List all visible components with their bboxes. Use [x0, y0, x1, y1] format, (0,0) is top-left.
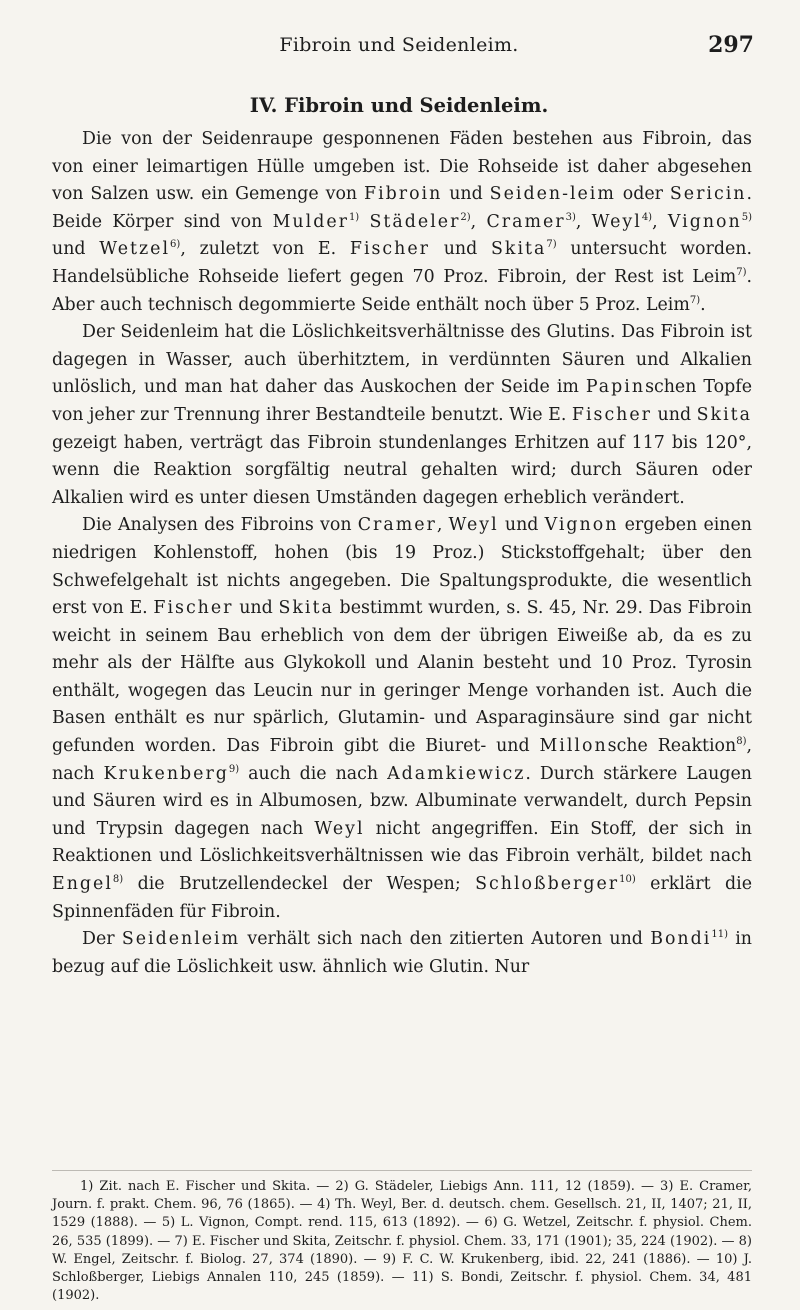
- footnote-block: 1) Zit. nach E. Fischer und Skita. — 2) G. Städeler, Liebigs Ann. 111, 12 (1859). — 3) E. Cramer, Journ. f. prakt. Chem. 96, 76 (1865). — 4) Th. Weyl, Ber. d. deutsch. chem. Gesellsch. 21, II, 1407; 21, II, 1529 (1888). — 5) L. Vignon, Compt. rend. 115, 613 (1892). — 6) G. Wetzel, Zeitschr. f. physiol. Chem. 26, 535 (1899). — 7) E. Fischer und Skita, Zeitschr. f. physiol. Chem. 33, 171 (1901); 35, 224 (1902). — 8) W. Engel, Zeitschr. f. Biolog. 27, 374 (1890). — 9) F. C. W. Krukenberg, ibid. 22, 241 (1886). — 10) J. Schloßberger, Liebigs Annalen 110, 245 (1859). — 11) S. Bondi, Zeitschr. f. physiol. Chem. 34, 481 (1902).: [52, 1179, 752, 1304]
- footnote-ref: 7): [546, 239, 557, 251]
- paragraph-4: Der Seidenleim verhält sich nach den zitierten Autoren und Bondi$^{11)}$ in bezug auf die Löslichkeit usw. ähnlich wie Glutin. Nur: [52, 929, 753, 977]
- author-name: Engel: [52, 874, 113, 895]
- author-name: Städeler: [369, 211, 461, 232]
- author-name: Krukenberg: [103, 763, 229, 784]
- paragraph-3: Die Analysen des Fibroins von Cramer, Weyl und Vignon ergeben einen niedrigen Kohlenstoff, hohen (bis 19 Proz.) Stickstoffgehalt; über den Schwefelgehalt ist nichts angegeben. Die Spaltungsprodukte, die wesentlich erst von E. Fischer und Skita bestimmt wurden, s. S. 45, Nr. 29. Das Fibroin weicht in seinem Bau erheblich von dem der übrigen Eiweiße ab, da es zu mehr als der Hälfte aus Glykokoll und Alanin besteht und 10 Proz. Tyrosin enthält, wogegen das Leucin nur in geringer Menge vorhanden ist. Auch die Basen enthält es nur spärlich, Glutamin- und Asparaginsäure sind gar nicht gefunden worden. Das Fibroin gibt die Biuret- und Millonsche Reaktion$^{8)}$, nach Krukenberg$^{9)}$ auch die nach Adamkiewicz. Durch stärkere Laugen und Säuren wird es in Albumosen, bzw. Albuminate verwandelt, durch Pepsin und Trypsin dagegen nach Weyl nicht angegriffen. Ein Stoff, der sich in Reaktionen und Löslichkeitsverhältnissen wie das Fibroin verhält, bildet nach Engel$^{8)}$ die Brutzellendeckel der Wespen; Schloßberger$^{10)}$ erklärt die Spinnenfäden für Fibroin.: [52, 515, 752, 922]
- footnote-ref: 7): [689, 294, 701, 306]
- footnote-ref: 8): [736, 736, 747, 748]
- footnote-ref: 2): [460, 211, 471, 223]
- footnote-ref: 11): [711, 929, 728, 941]
- author-name: Cramer: [486, 211, 566, 232]
- author-name: Adamkiewicz: [387, 763, 526, 784]
- footnote-ref: 4): [641, 211, 653, 223]
- footnote-divider: [52, 1170, 752, 1171]
- author-name: Weyl: [591, 211, 642, 232]
- running-title: Fibroin und Seidenleim.: [279, 34, 519, 56]
- footnote-ref: 3): [565, 211, 576, 223]
- author-name: Weyl: [314, 818, 365, 839]
- author-name: Skita: [696, 404, 752, 425]
- footnote-ref: 1): [348, 211, 360, 223]
- footnote-ref: 7): [736, 267, 747, 279]
- author-name: Fischer: [349, 239, 430, 260]
- running-header: [44, 34, 754, 60]
- author-name: Fischer: [571, 404, 652, 425]
- spaced-term: Seidenleim: [121, 929, 241, 950]
- footnote-ref: 10): [619, 874, 636, 886]
- author-name: Papin: [585, 377, 646, 398]
- author-name: Millon: [539, 736, 608, 757]
- paragraph-1: Die von der Seidenraupe gesponnenen Fäden bestehen aus Fibroin, das von einer leimartigen Hülle umgeben ist. Die Rohseide ist daher abgesehen von Salzen usw. ein Gemenge von Fibroin und Seiden-leim oder Sericin. Beide Körper sind von Mulder$^{1)}$ Städeler$^{2)}$, Cramer$^{3)}$, Weyl$^{4)}$, Vignon$^{5)}$ und Wetzel$^{6)}$, zuletzt von E. Fischer und Skita$^{7)}$ untersucht worden. Handelsübliche Rohseide liefert gegen 70 Proz. Fibroin, der Rest ist Leim$^{7)}$. Aber auch technisch degommierte Seide enthält noch über 5 Proz. Leim$^{7)}$.: [52, 129, 752, 315]
- body-text: [52, 126, 752, 981]
- spaced-term: Fibroin: [364, 184, 443, 205]
- footnote-ref: 5): [741, 211, 752, 223]
- author-name: Vignon: [667, 211, 742, 232]
- section-heading: IV. Fibroin und Seidenleim.: [249, 94, 549, 117]
- author-name: Fischer: [153, 598, 234, 619]
- author-name: Bondi: [650, 929, 712, 950]
- footnote-ref: 6): [170, 239, 181, 251]
- author-name: Cramer: [357, 515, 437, 536]
- footnote-ref: 8): [112, 874, 124, 886]
- author-name: Vignon: [544, 515, 619, 536]
- author-name: Skita: [491, 239, 547, 260]
- paragraph-2: Der Seidenleim hat die Löslichkeitsverhältnisse des Glutins. Das Fibroin ist dagegen in Wasser, auch überhitztem, in verdünnten Säuren und Alkalien unlöslich, und man hat daher das Auskochen der Seide im Papinschen Topfe von jeher zur Trennung ihrer Bestandteile benutzt. Wie E. Fischer und Skita gezeigt haben, verträgt das Fibroin stundenlanges Erhitzen auf 117 bis 120°, wenn die Reaktion sorgfältig neutral gehalten wird; durch Säuren oder Alkalien wird es unter diesen Umständen dagegen erheblich verändert.: [52, 322, 752, 508]
- author-name: Skita: [278, 598, 334, 619]
- author-name: Weyl: [448, 515, 499, 536]
- author-name: Schloßberger: [475, 874, 620, 895]
- author-name: Mulder: [272, 211, 349, 232]
- footnote-ref: 9): [228, 763, 240, 775]
- page-number: 297: [708, 32, 754, 58]
- spaced-term: Sericin: [669, 184, 747, 205]
- footnotes: [52, 1178, 752, 1305]
- author-name: Wetzel: [99, 239, 171, 260]
- spaced-term: Seiden-leim: [489, 184, 616, 205]
